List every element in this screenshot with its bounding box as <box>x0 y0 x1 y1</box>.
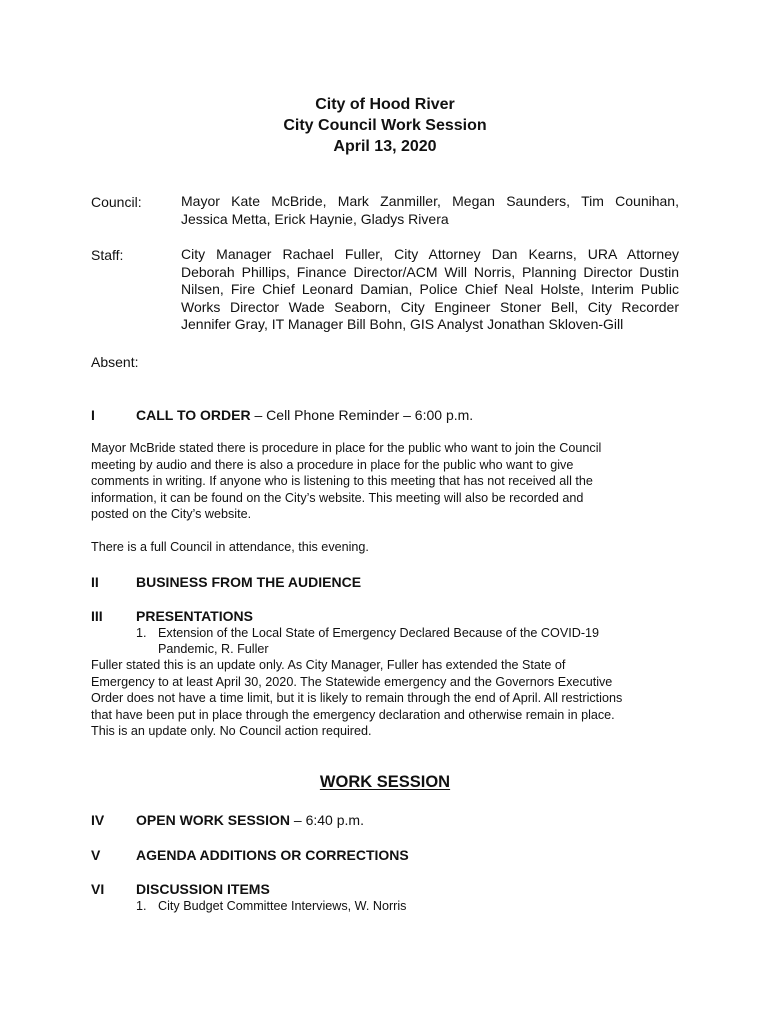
staff-members <box>181 246 679 334</box>
staff-label: Staff: <box>91 247 124 263</box>
staff-line: Nilsen, Fire Chief Leonard Damian, Police Chief Neal Holste, Interim Public <box>181 281 679 298</box>
attendance-paragraph <box>91 539 691 556</box>
presentations-paragraph <box>91 657 691 740</box>
section-number-iv: IV <box>91 812 105 828</box>
paragraph-line: posted on the City’s website. <box>91 507 252 522</box>
section-heading-suffix: – Cell Phone Reminder – 6:00 p.m. <box>250 407 474 423</box>
section-title-agenda-additions <box>136 846 409 864</box>
staff-line: Jennifer Gray, IT Manager Bill Bohn, GIS Analyst Jonathan Skloven-Gill <box>181 316 624 333</box>
paragraph-line: comments in writing. If anyone who is listening to this meeting that has not received all the <box>91 474 593 489</box>
section-heading-suffix: – 6:40 p.m. <box>290 812 364 828</box>
council-label: Council: <box>91 194 142 210</box>
document-title-meeting: City Council Work Session <box>283 117 487 134</box>
staff-line: Works Director Wade Seaborn, City Engineer Stoner Bell, City Recorder <box>181 298 679 315</box>
work-session-heading-text: WORK SESSION <box>319 773 451 791</box>
paragraph-line: meeting by audio and there is also a procedure in place for the public who want to give <box>91 457 574 472</box>
paragraph-line: This is an update only. No Council action required. <box>91 724 372 739</box>
section-number-vi: VI <box>91 881 105 897</box>
presentation-item <box>136 625 599 657</box>
item-text: City Budget Committee Interviews, W. Norris <box>158 899 407 913</box>
discussion-item <box>136 898 406 914</box>
paragraph-line: Emergency to at least April 30, 2020. The Statewide emergency and the Governors Executive <box>91 674 613 689</box>
work-session-heading <box>0 771 770 793</box>
item-number: 1. <box>136 899 147 913</box>
item-text: Extension of the Local State of Emergency Declared Because of the COVID-19 <box>158 626 600 640</box>
council-members <box>181 193 679 228</box>
item-text-continued: Pandemic, R. Fuller <box>158 642 269 656</box>
section-number-i: I <box>91 407 95 423</box>
paragraph-line: Mayor McBride stated there is procedure in place for the public who want to join the Council <box>91 441 602 455</box>
section-title-call-to-order <box>136 406 473 424</box>
staff-line: City Manager Rachael Fuller, City Attorney Dan Kearns, URA Attorney <box>181 246 679 262</box>
section-heading: AGENDA ADDITIONS OR CORRECTIONS <box>136 847 409 863</box>
document-title-date: April 13, 2020 <box>333 138 437 155</box>
item-number: 1. <box>136 626 147 640</box>
paragraph-line: There is a full Council in attendance, this evening. <box>91 540 369 554</box>
council-line: Jessica Metta, Erick Haynie, Gladys Rivera <box>181 210 449 227</box>
section-number-v: V <box>91 847 101 863</box>
section-title-open-work-session <box>136 811 364 829</box>
section-number-iii: III <box>91 608 103 624</box>
section-heading: OPEN WORK SESSION <box>136 812 291 828</box>
section-heading: BUSINESS FROM THE AUDIENCE <box>136 574 362 590</box>
call-to-order-paragraph <box>91 440 691 523</box>
paragraph-line: information, it can be found on the City’s website. This meeting will also be recorded and <box>91 490 584 505</box>
absent-label: Absent: <box>91 354 139 370</box>
council-line: Mayor Kate McBride, Mark Zanmiller, Megan Saunders, Tim Counihan, <box>181 193 679 209</box>
section-heading: CALL TO ORDER <box>136 407 251 423</box>
section-title-discussion-items <box>136 880 270 898</box>
paragraph-line: Order does not have a time limit, but it is likely to remain through the end of April. All restrictions <box>91 691 623 706</box>
section-title-presentations <box>136 607 253 625</box>
section-heading: DISCUSSION ITEMS <box>136 881 270 897</box>
document-title-city: City of Hood River <box>315 96 455 113</box>
paragraph-line: Fuller stated this is an update only. As City Manager, Fuller has extended the State of <box>91 658 566 672</box>
section-heading: PRESENTATIONS <box>136 608 253 624</box>
staff-line: Deborah Phillips, Finance Director/ACM Will Norris, Planning Director Dustin <box>181 263 679 280</box>
paragraph-line: that have been put in place through the emergency declaration and otherwise remain in place. <box>91 707 615 722</box>
section-title-business-from-audience <box>136 573 361 591</box>
section-number-ii: II <box>91 574 99 590</box>
